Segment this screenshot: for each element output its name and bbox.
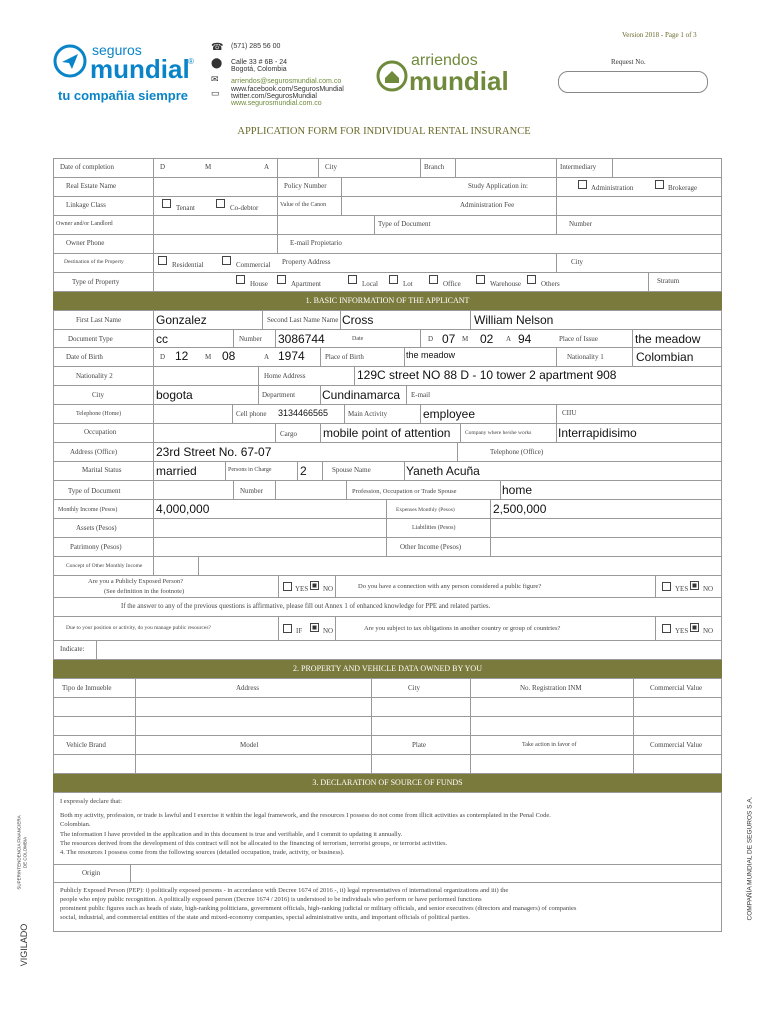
ciiu-label: CIIU — [562, 409, 577, 417]
residential-label: Residential — [172, 261, 204, 269]
facebook-link[interactable]: www.facebook.com/SegurosMundial — [231, 86, 344, 93]
version-label: Version 2018 - Page 1 of 3 — [622, 31, 697, 39]
home-phone-label: Telephone (Home) — [76, 411, 122, 417]
day-label: D — [160, 163, 166, 171]
monthly-expense-value[interactable]: 2,500,000 — [493, 502, 547, 516]
nationality1-value[interactable]: Colombian — [636, 350, 694, 364]
local-checkbox[interactable] — [348, 275, 357, 284]
property-address-label: Property Address — [282, 258, 331, 266]
declaration-line3: The information I have provided in the application and in this document is true and verifiable, and I commit to updating it annually. — [60, 831, 403, 838]
pep4-yes-checkbox[interactable] — [662, 624, 671, 633]
office-label: Office — [443, 280, 461, 288]
owner-label: Owner and/or Landlord — [56, 221, 113, 227]
codebtor-checkbox[interactable] — [216, 199, 225, 208]
city-value[interactable]: bogota — [156, 388, 193, 402]
pep3-if-label: IF — [296, 627, 303, 635]
pep-question1-note: (See definition in the footnote) — [104, 588, 185, 595]
place-of-issue-label: Place of Issue — [559, 335, 598, 343]
pep1-no-label: NO — [323, 585, 334, 593]
branch-label: Branch — [424, 163, 445, 171]
office-address-label: Address (Office) — [70, 448, 118, 456]
declaration-intro: I expressly declare that: — [60, 798, 122, 805]
second-last-name-label: Second Last Name Name — [267, 316, 339, 324]
destination-label: Destination of the Property — [64, 259, 124, 265]
persons-in-charge-value[interactable]: 2 — [300, 464, 307, 478]
property-value-header: Commercial Value — [650, 684, 703, 692]
pep-question4: Are you subject to tax obligations in another country or group of countries? — [364, 625, 561, 632]
concept-other-income-label: Concept of Other Monthly Income — [66, 563, 143, 569]
vehicle-value-header: Commercial Value — [650, 741, 703, 749]
pep-definition-4: social, industrial, and commercial entities of the state and mixed-economy companies, special administrative units, and important officials of political parties. — [60, 914, 470, 921]
registration-header: No. Registration INM — [520, 684, 582, 692]
spouse-number-label: Number — [240, 487, 263, 495]
pep2-no-checkbox[interactable] — [690, 581, 699, 590]
pep-definition-2: people who enjoy public recognition. A politically exposed person (Decree 1674 / 2016) is understood to be individuals who perform or have performed functions — [60, 896, 482, 903]
brand-seguros: seguros — [92, 42, 142, 58]
issue-month-label: M — [462, 335, 469, 343]
vehicle-plate-header: Plate — [412, 741, 426, 749]
canon-label: Value of the Canon — [280, 202, 327, 208]
owner-phone-label: Owner Phone — [66, 239, 105, 247]
nationality1-label: Nationality 1 — [567, 353, 604, 361]
registered-mark: ® — [188, 57, 194, 66]
email-label: E-mail — [411, 391, 431, 399]
property-type-label: Type of Property — [72, 278, 120, 286]
declaration-line2: Colombian. — [60, 821, 91, 828]
main-activity-value[interactable]: employee — [423, 407, 476, 421]
pep1-no-checkbox[interactable] — [310, 581, 319, 590]
owner-email-label: E-mail Propietario — [290, 239, 342, 247]
marital-status-value[interactable]: married — [156, 464, 197, 478]
location-icon: ⬤ — [211, 58, 223, 69]
pep3-no-label: NO — [323, 627, 334, 635]
dob-year-label: A — [264, 353, 270, 361]
tagline: tu compañia siempre — [58, 88, 189, 103]
pep-question1: Are you a Publicly Exposed Person? — [88, 578, 184, 585]
paper-plane-icon — [53, 44, 87, 78]
dob-label: Date of Birth — [66, 353, 103, 361]
favor-of-header: Take action in favor of — [522, 742, 577, 748]
month-label: M — [205, 163, 212, 171]
issue-year-label: A — [506, 335, 512, 343]
vehicle-model-header: Model — [240, 741, 259, 749]
twitter-link[interactable]: twitter.com/SegurosMundial — [231, 93, 317, 100]
issue-day-value[interactable]: 07 — [442, 332, 456, 346]
brokerage-checkbox[interactable] — [655, 180, 664, 189]
superintendencia-label: SUPERINTENDENCIA FINANCIERA — [16, 815, 22, 890]
section1-header: 1. BASIC INFORMATION OF THE APPLICANT — [53, 292, 722, 310]
nationality2-label: Nationality 2 — [76, 372, 113, 380]
email-link[interactable]: arriendos@segurosmundial.com.co — [231, 78, 342, 85]
apartment-label: Apartment — [291, 280, 321, 288]
house-key-icon — [376, 60, 408, 92]
place-of-issue-value[interactable]: the meadow — [635, 332, 701, 346]
assets-label: Assets (Pesos) — [76, 524, 117, 532]
pep4-yes-label: YES — [675, 627, 689, 635]
liabilities-label: Liabilities (Pesos) — [412, 525, 456, 531]
section2-header: 2. PROPERTY AND VEHICLE DATA OWNED BY YOU — [53, 660, 722, 678]
document-type-value[interactable]: cc — [156, 332, 168, 346]
section3-header: 3. DECLARATION OF SOURCE OF FUNDS — [53, 774, 722, 792]
monthly-expense-label: Expenses Monthly (Pesos) — [396, 507, 455, 513]
property-type-header: Tipo de Inmueble — [62, 684, 112, 692]
declaration-line4: The resources derived from the development of this contract will not be allocated to the financing of terrorism, terrorist groups, or terrorist activities. — [60, 840, 448, 847]
commercial-label: Commercial — [236, 261, 271, 269]
owner-number-label: Number — [569, 220, 592, 228]
cargo-label: Cargo — [280, 430, 297, 438]
pep1-yes-label: YES — [295, 585, 309, 593]
issue-date-label: Date — [352, 336, 364, 342]
codebtor-label: Co-debtor — [230, 204, 259, 212]
phone-number: (571) 285 56 00 — [231, 43, 281, 50]
document-type-label: Document Type — [68, 335, 113, 343]
cell-phone-label: Cell phone — [236, 410, 267, 418]
commercial-checkbox[interactable] — [222, 256, 231, 265]
document-number-label: Number — [239, 335, 262, 343]
issue-day-label: D — [428, 335, 434, 343]
mail-icon: ✉ — [211, 74, 219, 84]
indicate-label: Indicate: — [60, 645, 85, 653]
department-label: Department — [262, 391, 296, 399]
local-label: Local — [362, 280, 378, 288]
pep-question3: Due to your position or activity, do you manage public resources? — [66, 625, 211, 631]
vehicle-brand-header: Vehicle Brand — [66, 741, 106, 749]
brand-arriendos: arriendos — [411, 52, 478, 69]
study-application-label: Study Application in: — [468, 182, 528, 190]
company-vertical-label: COMPAÑÍA MUNDIAL DE SEGUROS S.A. — [746, 796, 754, 921]
property-city-label: City — [571, 258, 584, 266]
address-line1: Calle 33 # 6B - 24 — [231, 59, 288, 66]
screen-icon: ▭ — [211, 88, 220, 98]
cell-phone-value[interactable]: 3134466565 — [278, 408, 329, 418]
policy-number-label: Policy Number — [284, 182, 327, 190]
origin-label: Origin — [82, 869, 101, 877]
house-checkbox[interactable] — [236, 275, 245, 284]
given-name-value[interactable]: William Nelson — [474, 313, 554, 327]
office-checkbox[interactable] — [429, 275, 438, 284]
pep2-yes-label: YES — [675, 585, 689, 593]
dob-year-value[interactable]: 1974 — [278, 349, 305, 363]
pob-label: Place of Birth — [325, 353, 364, 361]
first-last-name-label: First Last Name — [76, 316, 122, 324]
city-label: City — [92, 391, 105, 399]
linkage-class-label: Linkage Class — [66, 201, 106, 209]
pep2-no-label: NO — [703, 585, 714, 593]
pep-definition-3: prominent public figures such as heads of state, high-ranking politicians, government officials, high-ranking judicial or military officials, and senior executives (directors and managers) of companies — [60, 905, 577, 912]
pep-annex-note: If the answer to any of the previous questions is affirmative, please fill out Annex 1 of enhanced knowledge for PPE and related parties. — [121, 603, 491, 610]
cargo-value[interactable]: mobile point of attention — [323, 426, 451, 440]
dob-day-label: D — [160, 353, 166, 361]
office-address-value[interactable]: 23rd Street No. 67-07 — [156, 445, 272, 459]
administration-label: Administration — [591, 184, 634, 192]
admin-fee-label: Administration Fee — [460, 201, 515, 209]
office-phone-label: Telephone (Office) — [490, 448, 544, 456]
company-label: Company where he/she works — [465, 430, 532, 436]
declaration-line5: 4. The resources I possess come from the following sources (detailed occupation, trade, activity, or business). — [60, 849, 345, 856]
issue-month-value[interactable]: 02 — [480, 332, 494, 346]
request-number-field[interactable] — [558, 71, 708, 93]
spouse-doc-type-label: Type of Document — [68, 487, 121, 495]
document-number-value[interactable]: 3086744 — [278, 332, 325, 346]
company-value[interactable]: Interrapidisimo — [558, 426, 637, 440]
date-completion-label: Date of completion — [60, 163, 115, 171]
spouse-name-label: Spouse Name — [332, 466, 371, 474]
others-checkbox[interactable] — [527, 275, 536, 284]
other-income-label: Other Income (Pesos) — [400, 543, 462, 551]
de-colombia-label: DE COLOMBIA — [22, 836, 28, 869]
home-address-value[interactable]: 129C street NO 88 D - 10 tower 2 apartment 908 — [357, 368, 617, 382]
pep2-yes-checkbox[interactable] — [662, 582, 671, 591]
spouse-profession-value[interactable]: home — [502, 483, 533, 497]
others-label: Others — [541, 280, 560, 288]
pob-value[interactable]: the meadow — [406, 350, 456, 360]
city-label: City — [325, 163, 338, 171]
brokerage-label: Brokerage — [668, 184, 698, 192]
dob-day-value[interactable]: 12 — [175, 349, 189, 363]
pep4-no-checkbox[interactable] — [690, 623, 699, 632]
property-address-header: Address — [236, 684, 259, 692]
spouse-name-value[interactable]: Yaneth Acuña — [406, 464, 480, 478]
web-link[interactable]: www.segurosmundial.com.co — [231, 100, 322, 107]
second-last-name-value[interactable]: Cross — [342, 313, 374, 327]
property-city-header: City — [408, 684, 421, 692]
tenant-label: Tenant — [176, 204, 195, 212]
main-activity-label: Main Activity — [348, 410, 388, 418]
pep1-yes-checkbox[interactable] — [283, 582, 292, 591]
residential-checkbox[interactable] — [158, 256, 167, 265]
pep3-yes-checkbox[interactable] — [283, 624, 292, 633]
lot-label: Lot — [403, 280, 413, 288]
request-label: Request No. — [611, 58, 646, 66]
brand-mundial-2: mundial — [409, 66, 509, 96]
spouse-profession-label: Profession, Occupation or Trade Spouse — [352, 488, 457, 495]
issue-year-value[interactable]: 94 — [518, 332, 532, 346]
dob-month-label: M — [205, 353, 212, 361]
dob-month-value[interactable]: 08 — [222, 349, 236, 363]
apartment-checkbox[interactable] — [277, 275, 286, 284]
monthly-income-value[interactable]: 4,000,000 — [156, 502, 210, 516]
lot-checkbox[interactable] — [389, 275, 398, 284]
declaration-line1: Both my activity, profession, or trade is lawful and I exercise it within the legal framework, and the resources I possess do not come from illicit activities as contemplated in the Penal Code. — [60, 812, 551, 819]
brand-mundial: mundial — [90, 54, 190, 84]
occupation-label: Occupation — [84, 428, 117, 436]
persons-in-charge-label: Persons in Charge — [228, 467, 272, 473]
department-value[interactable]: Cundinamarca — [322, 388, 401, 402]
warehouse-checkbox[interactable] — [476, 275, 485, 284]
patrimony-label: Patrimony (Pesos) — [70, 543, 122, 551]
pep-definition-1: Publicly Exposed Person (PEP): i) politically exposed persons - in accordance with Decree 1674 of 2016 -, ii) legal representatives of international organizations and iii) the — [60, 887, 509, 894]
pep3-no-checkbox[interactable] — [310, 623, 319, 632]
property-vehicle-table — [53, 678, 722, 774]
phone-icon: ☎ — [211, 42, 224, 53]
owner-doc-type-label: Type of Document — [378, 220, 431, 228]
marital-status-label: Marital Status — [82, 466, 122, 474]
intermediary-label: Intermediary — [560, 163, 597, 171]
year-label: A — [264, 163, 270, 171]
pep4-no-label: NO — [703, 627, 714, 635]
monthly-income-label: Monthly Income (Pesos) — [58, 507, 118, 513]
form-title: APPLICATION FORM FOR INDIVIDUAL RENTAL INSURANCE — [237, 126, 531, 137]
real-estate-label: Real Estate Name — [66, 182, 117, 190]
tenant-checkbox[interactable] — [162, 199, 171, 208]
vigilado-label: VIGILADO — [19, 923, 29, 967]
house-label: House — [250, 280, 268, 288]
stratum-label: Stratum — [657, 277, 680, 285]
pep-question2: Do you have a connection with any person considered a public figure? — [358, 583, 542, 590]
address-line2: Bogotá, Colombia — [231, 66, 287, 73]
administration-checkbox[interactable] — [578, 180, 587, 189]
home-address-label: Home Address — [264, 372, 306, 380]
warehouse-label: Warehouse — [490, 280, 521, 288]
first-last-name-value[interactable]: Gonzalez — [156, 313, 207, 327]
